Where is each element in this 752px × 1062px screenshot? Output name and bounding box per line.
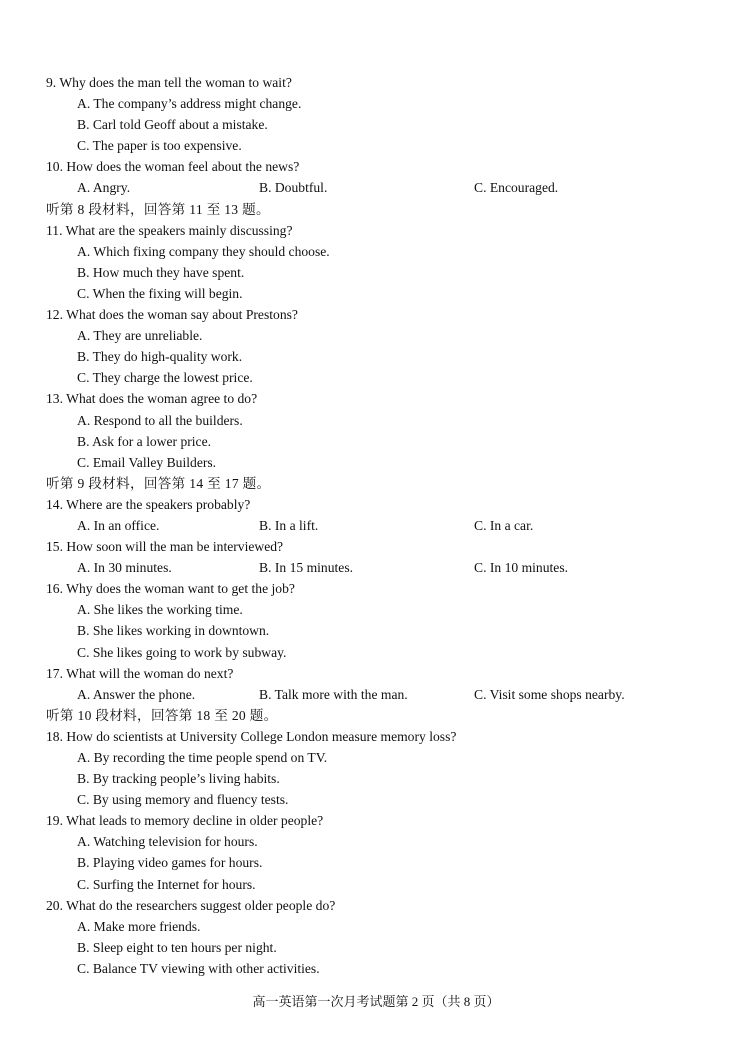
question-14-option-c: C. In a car. <box>474 517 534 533</box>
question-10-options <box>0 177 752 198</box>
question-10-option-c: C. Encouraged. <box>474 180 559 196</box>
question-18-option-c: C. By using memory and fluency tests. <box>77 792 289 808</box>
question-16-option-c: C. She likes going to work by subway. <box>77 644 287 660</box>
question-11-stem: 11. What are the speakers mainly discussing? <box>46 222 293 238</box>
question-17-option-c: C. Visit some shops nearby. <box>474 686 625 702</box>
question-16-stem: 16. Why does the woman want to get the job? <box>46 581 295 597</box>
question-10-option-a: A. Angry. <box>77 180 131 196</box>
question-20-option-b: B. Sleep eight to ten hours per night. <box>77 939 277 955</box>
question-15-options <box>0 557 752 578</box>
question-13-option-b: B. Ask for a lower price. <box>77 433 212 449</box>
question-20-option-a: A. Make more friends. <box>77 918 201 934</box>
question-14-stem: 14. Where are the speakers probably? <box>46 496 251 512</box>
section-8-instruction: 听第 8 段材料，回答第 11 至 13 题。 <box>46 201 270 217</box>
question-17-option-a: A. Answer the phone. <box>77 686 196 702</box>
question-11-option-a: A. Which fixing company they should choose. <box>77 243 330 259</box>
question-18-option-b: B. By tracking people’s living habits. <box>77 771 280 787</box>
question-17-option-b: B. Talk more with the man. <box>259 686 408 702</box>
question-20-stem: 20. What do the researchers suggest older people do? <box>46 897 336 913</box>
question-13-option-c: C. Email Valley Builders. <box>77 454 217 470</box>
question-20-option-c: C. Balance TV viewing with other activities. <box>77 960 320 976</box>
question-19-option-c: C. Surfing the Internet for hours. <box>77 876 256 892</box>
question-19-option-b: B. Playing video games for hours. <box>77 855 263 871</box>
question-14-option-b: B. In a lift. <box>259 517 319 533</box>
section-10-instruction: 听第 10 段材料，回答第 18 至 20 题。 <box>46 707 278 723</box>
question-18-stem: 18. How do scientists at University College London measure memory loss? <box>46 728 457 744</box>
question-11-option-b: B. How much they have spent. <box>77 264 245 280</box>
question-12-stem: 12. What does the woman say about Prestons? <box>46 307 298 323</box>
question-16-option-b: B. She likes working in downtown. <box>77 623 270 639</box>
question-19-option-a: A. Watching television for hours. <box>77 834 258 850</box>
question-15-stem: 15. How soon will the man be interviewed? <box>46 539 284 555</box>
question-13-stem: 13. What does the woman agree to do? <box>46 391 258 407</box>
section-9-instruction: 听第 9 段材料，回答第 14 至 17 题。 <box>46 475 271 491</box>
question-9-stem: 9. Why does the man tell the woman to wait? <box>46 75 292 90</box>
page-footer: 高一英语第一次月考试题第 2 页（共 8 页） <box>252 994 500 1009</box>
question-15-option-a: A. In 30 minutes. <box>77 560 172 576</box>
question-10-stem: 10. How does the woman feel about the news? <box>46 159 300 175</box>
question-18-option-a: A. By recording the time people spend on TV. <box>77 750 328 765</box>
question-11-option-c: C. When the fixing will begin. <box>77 285 243 301</box>
question-15-option-c: C. In 10 minutes. <box>474 560 569 576</box>
question-9-option-a: A. The company’s address might change. <box>77 96 302 112</box>
question-19-stem: 19. What leads to memory decline in older people? <box>46 813 324 829</box>
question-9-option-b: B. Carl told Geoff about a mistake. <box>77 117 268 133</box>
question-17-stem: 17. What will the woman do next? <box>46 665 234 681</box>
question-12-option-b: B. They do high-quality work. <box>77 349 243 365</box>
exam-page-content <box>0 72 752 979</box>
question-12-option-c: C. They charge the lowest price. <box>77 370 253 386</box>
question-15-option-b: B. In 15 minutes. <box>259 560 354 576</box>
question-9-option-c: C. The paper is too expensive. <box>77 138 242 154</box>
question-14-option-a: A. In an office. <box>77 517 160 533</box>
question-14-options <box>0 515 752 536</box>
question-13-option-a: A. Respond to all the builders. <box>77 412 243 428</box>
question-12-option-a: A. They are unreliable. <box>77 328 203 344</box>
question-16-option-a: A. She likes the working time. <box>77 602 243 618</box>
question-10-option-b: B. Doubtful. <box>259 180 328 196</box>
question-17-options <box>0 684 752 705</box>
